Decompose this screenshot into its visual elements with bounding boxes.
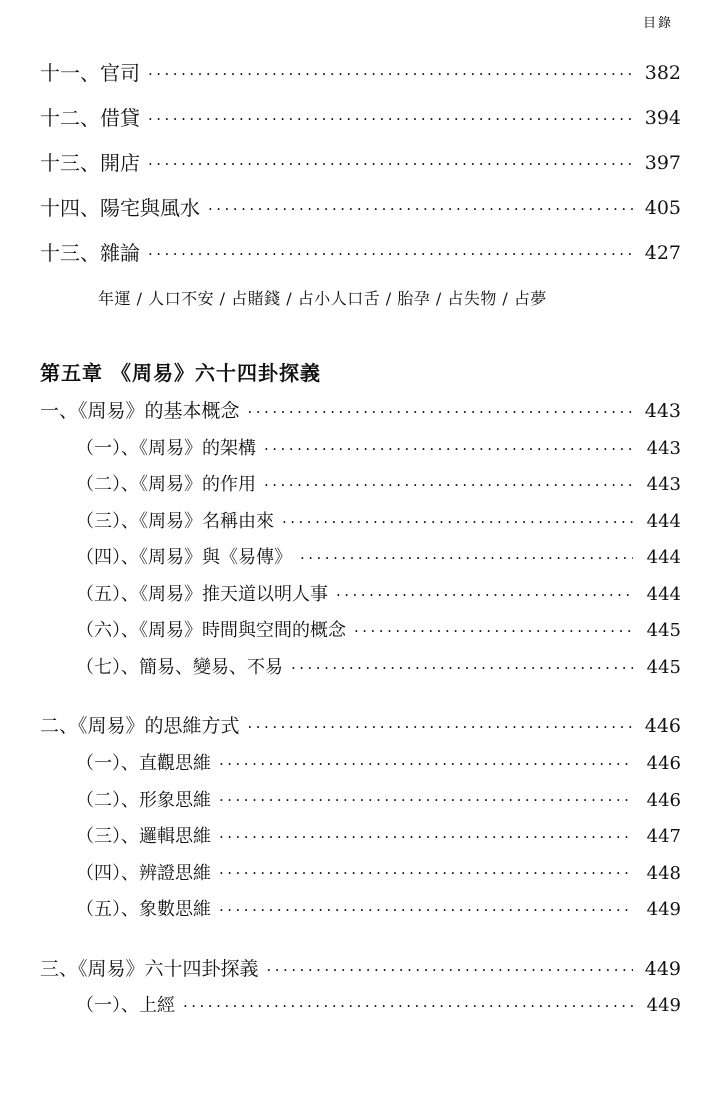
toc-entry-label: （二）、形象思維 [76,789,211,811]
toc-entry[interactable] [40,753,681,776]
running-head: 目錄 [642,16,673,31]
toc-entry-page: 427 [644,242,681,265]
toc-entry-page: 382 [644,62,681,85]
dot-leader [208,201,633,221]
toc-entry-label: 十三、雜論 [40,241,140,265]
toc-entry[interactable] [40,826,681,849]
dot-leader [300,552,633,570]
toc-entry-page: 449 [646,899,681,920]
toc-entry-label: （一）、直觀思維 [76,753,211,774]
toc-entry[interactable] [40,790,681,813]
toc-entry-page: 443 [646,437,681,459]
dot-leader [248,720,633,739]
toc-entry[interactable] [40,547,681,570]
toc-entry[interactable] [40,511,681,534]
toc-entry-page: 446 [646,753,681,774]
toc-entry-label: 十四、陽宅與風水 [40,196,200,220]
toc-entry-page: 449 [644,957,681,980]
toc-entry-label: （五）、象數思維 [76,899,211,920]
toc-entry[interactable] [40,620,681,643]
toc-entry[interactable] [40,657,681,680]
dot-leader [148,156,633,176]
toc-entry-page: 444 [646,583,681,605]
dot-leader [148,246,633,266]
toc-entry-page: 445 [646,656,681,678]
dot-leader [148,66,633,86]
dot-leader [336,588,633,606]
dot-leader [219,831,633,849]
toc-entry[interactable] [40,584,681,607]
toc-entry-label: （三）、邏輯思維 [76,826,211,847]
toc-entry-label: （四）、《周易》與《易傳》 [76,547,292,569]
toc-entry[interactable] [40,474,681,497]
toc-entry-page: 394 [644,107,681,130]
dot-leader [219,794,633,812]
toc-entry-label: 一、《周易》的基本概念 [40,400,240,422]
chapter-heading: 第五章 《周易》六十四卦探義 [40,361,321,385]
toc-entry-page: 445 [646,620,681,642]
dot-leader [183,1000,633,1018]
dot-leader [219,758,633,776]
section-spacer [40,693,681,715]
toc-entry[interactable] [40,241,681,266]
toc-entry-page: 448 [646,862,681,884]
toc-entry-label: 十一、官司 [40,61,140,85]
toc-entry-label: （七）、簡易、變易、不易 [76,656,283,678]
toc-entry-page: 405 [644,197,681,220]
toc-entry[interactable] [40,863,681,886]
dot-leader [148,111,633,131]
toc-subtopics-note: 年運 / 人口不安 / 占賭錢 / 占小人口舌 / 胎孕 / 占失物 / 占夢 [98,289,547,308]
toc-entry-page: 444 [646,547,681,569]
dot-leader [282,515,633,533]
toc-entry[interactable] [40,196,681,221]
toc-entry-label: （六）、《周易》時間與空間的概念 [76,620,346,642]
toc-entry-page: 397 [644,152,681,175]
toc-entry-label: （四）、辨證思維 [76,862,211,884]
toc-entry-page: 443 [644,400,681,422]
toc-entry-label: 十二、借貸 [40,106,140,130]
toc-entry-label: （二）、《周易》的作用 [76,474,256,496]
toc-entry-label: （三）、《周易》名稱由來 [76,510,274,532]
toc-entry[interactable] [40,61,681,86]
section-spacer [40,936,681,958]
dot-leader [291,661,633,679]
dot-leader [219,904,633,922]
toc-entry-page: 446 [646,789,681,811]
toc-entry-page: 446 [644,715,681,738]
toc-section [40,958,681,1018]
toc-entry-label: 三、《周易》六十四卦探義 [40,957,259,980]
toc-entry-label: （一）、《周易》的架構 [76,437,256,459]
toc-entry-page: 447 [646,826,681,847]
toc-entry-page: 444 [646,510,681,532]
dot-leader [267,962,633,981]
toc-section [40,715,681,921]
dot-leader [264,479,633,497]
dot-leader [264,442,633,460]
toc-entry[interactable] [40,899,681,922]
toc-entry[interactable] [40,400,681,424]
toc-entry-label: （五）、《周易》推天道以明人事 [76,583,328,605]
toc-group-continued [40,61,681,309]
toc-entry[interactable] [40,715,681,739]
toc-entry[interactable] [40,151,681,176]
toc-entry-label: 二、《周易》的思維方式 [40,715,240,738]
dot-leader [248,405,633,424]
dot-leader [354,625,633,643]
toc-body [40,61,681,1018]
toc-entry-label: （一）、上經 [76,995,175,1017]
toc-entry[interactable] [40,106,681,131]
toc-entry[interactable] [40,958,681,982]
toc-entry[interactable] [40,995,681,1018]
toc-entry-page: 449 [646,995,681,1017]
toc-entry[interactable] [40,438,681,461]
toc-entry-page: 443 [646,474,681,496]
toc-section [40,400,681,679]
dot-leader [219,867,633,885]
toc-entry-label: 十三、開店 [40,151,140,175]
